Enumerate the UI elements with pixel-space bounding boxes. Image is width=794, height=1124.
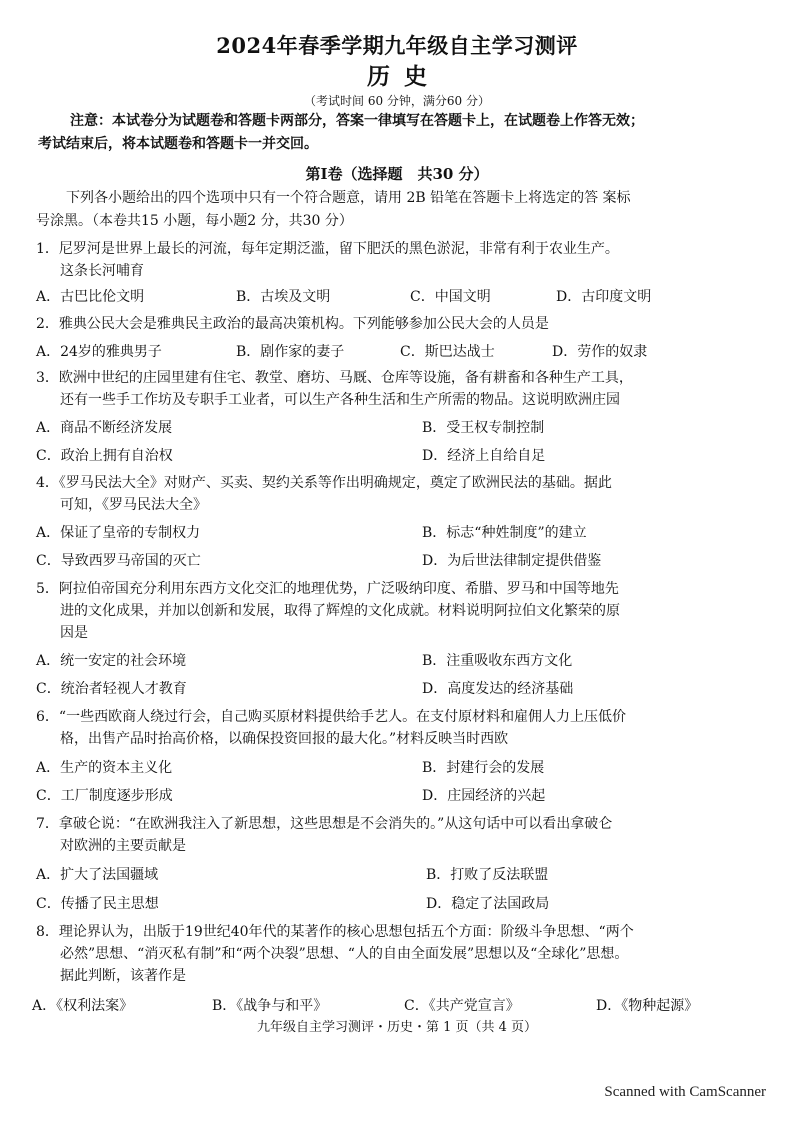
question-8-option-c: C．《共产党宣言》	[404, 998, 520, 1014]
question-8-stem-line-3: 据此判断，该著作是	[60, 968, 186, 984]
question-6-option-c: C．工厂制度逐步形成	[36, 788, 173, 804]
question-8-stem-line-1: 8．理论界认为，出版于19世纪40年代的某著作的核心思想包括五个方面：阶级斗争思想、“两个	[36, 924, 634, 940]
question-5-option-a: A．统一安定的社会环境	[36, 653, 187, 669]
question-7-option-b: B．打败了反法联盟	[426, 867, 549, 883]
question-6-option-a: A．生产的资本主义化	[36, 760, 173, 776]
question-4-option-d: D．为后世法律制定提供借鉴	[422, 553, 602, 569]
question-2-option-a: A．24岁的雅典男子	[36, 344, 162, 360]
question-5-stem-line-2: 进的文化成果，并加以创新和发展，取得了辉煌的文化成就。材料说明阿拉伯文化繁荣的原	[60, 603, 620, 619]
question-4-option-a: A．保证了皇帝的专制权力	[36, 525, 201, 541]
question-6-stem-line-2: 格，出售产品时抬高价格，以确保投资回报的最大化。”材料反映当时西欧	[60, 731, 509, 747]
question-1-option-d: D．古印度文明	[556, 289, 652, 305]
question-7-stem-line-2: 对欧洲的主要贡献是	[60, 838, 186, 854]
question-3-option-c: C．政治上拥有自治权	[36, 448, 173, 464]
question-2-option-c: C．斯巴达战士	[400, 344, 495, 360]
question-7-stem-line-1: 7．拿破仑说：“在欧洲我注入了新思想，这些思想是不会消失的。”从这句话中可以看出拿破仑	[36, 816, 613, 832]
question-4-option-b: B．标志“种姓制度”的建立	[422, 525, 587, 541]
page-footer: 九年级自主学习测评・历史・第 1 页（共 4 页）	[256, 1020, 538, 1035]
question-6-stem-line-1: 6．“一些西欧商人绕过行会，自己购买原材料提供给手艺人。在支付原材料和雇佣人力上压低价	[36, 709, 627, 725]
question-1-stem-line-2: 这条长河哺育	[60, 263, 144, 279]
question-5-option-b: B．注重吸收东西方文化	[422, 653, 573, 669]
section-title: 第Ⅰ卷（选择题 共30 分）	[305, 165, 489, 183]
question-3-option-d: D．经济上自给自足	[422, 448, 546, 464]
question-7-option-a: A．扩大了法国疆域	[36, 867, 159, 883]
question-4-option-c: C．导致西罗马帝国的灭亡	[36, 553, 201, 569]
section-instruction-line-2: 号涂黑。（本卷共15 小题，每小题2 分，共30 分）	[36, 213, 353, 229]
question-1-option-b: B．古埃及文明	[236, 289, 331, 305]
section-instruction-line-1: 下列各小题给出的四个选项中只有一个符合题意，请用 2B 铅笔在答题卡上将选定的答 案标	[66, 190, 631, 206]
question-2-option-b: B．剧作家的妻子	[236, 344, 345, 360]
question-5-stem-line-3: 因是	[60, 625, 88, 641]
question-8-stem-line-2: 必然”思想、“消灭私有制”和“两个决裂”思想、“人的自由全面发展”思想以及“全球化”思想。	[60, 946, 629, 962]
question-8-option-d: D．《物种起源》	[596, 998, 699, 1014]
question-4-stem-line-1: 4．《罗马民法大全》对财产、买卖、契约关系等作出明确规定，奠定了欧洲民法的基础。据此	[36, 475, 612, 491]
question-5-option-c: C．统治者轻视人才教育	[36, 681, 187, 697]
question-8-option-a: A．《权利法案》	[32, 998, 134, 1014]
question-1-option-c: C．中国文明	[410, 289, 491, 305]
question-2-stem-line-1: 2．雅典公民大会是雅典民主政治的最高决策机构。下列能够参加公民大会的人员是	[36, 316, 549, 332]
question-3-stem-line-2: 还有一些手工作坊及专职手工业者，可以生产各种生活和生产所需的物品。这说明欧洲庄园	[60, 392, 620, 408]
question-6-option-d: D．庄园经济的兴起	[422, 788, 546, 804]
question-1-stem-line-1: 1．尼罗河是世界上最长的河流，每年定期泛滥，留下肥沃的黑色淤泥，非常有利于农业生产。	[36, 241, 619, 257]
question-3-option-a: A．商品不断经济发展	[36, 420, 173, 436]
question-7-option-d: D．稳定了法国政局	[426, 896, 550, 912]
exam-subject: 历史	[367, 63, 441, 90]
question-1-option-a: A．古巴比伦文明	[36, 289, 145, 305]
question-7-option-c: C．传播了民主思想	[36, 896, 159, 912]
notice-line-2: 考试结束后，将本试题卷和答题卡一并交回。	[38, 136, 318, 152]
exam-title: 2024年春季学期九年级自主学习测评	[216, 33, 578, 58]
question-3-option-b: B．受王权专制控制	[422, 420, 545, 436]
question-2-option-d: D．劳作的奴隶	[552, 344, 648, 360]
question-5-option-d: D．高度发达的经济基础	[422, 681, 574, 697]
notice-line-1: 注意：本试卷分为试题卷和答题卡两部分，答案一律填写在答题卡上，在试题卷上作答无效；	[70, 113, 644, 129]
question-5-stem-line-1: 5．阿拉伯帝国充分利用东西方文化交汇的地理优势，广泛吸纳印度、希腊、罗马和中国等地先	[36, 581, 619, 597]
question-8-option-b: B．《战争与和平》	[212, 998, 328, 1014]
scanner-watermark: Scanned with CamScanner	[604, 1084, 766, 1100]
question-6-option-b: B．封建行会的发展	[422, 760, 545, 776]
question-4-stem-line-2: 可知，《罗马民法大全》	[60, 497, 207, 513]
question-3-stem-line-1: 3．欧洲中世纪的庄园里建有住宅、教堂、磨坊、马厩、仓库等设施，备有耕畜和各种生产工具，	[36, 370, 633, 386]
exam-time-info: （考试时间 60 分钟，满分60 分）	[304, 94, 490, 108]
